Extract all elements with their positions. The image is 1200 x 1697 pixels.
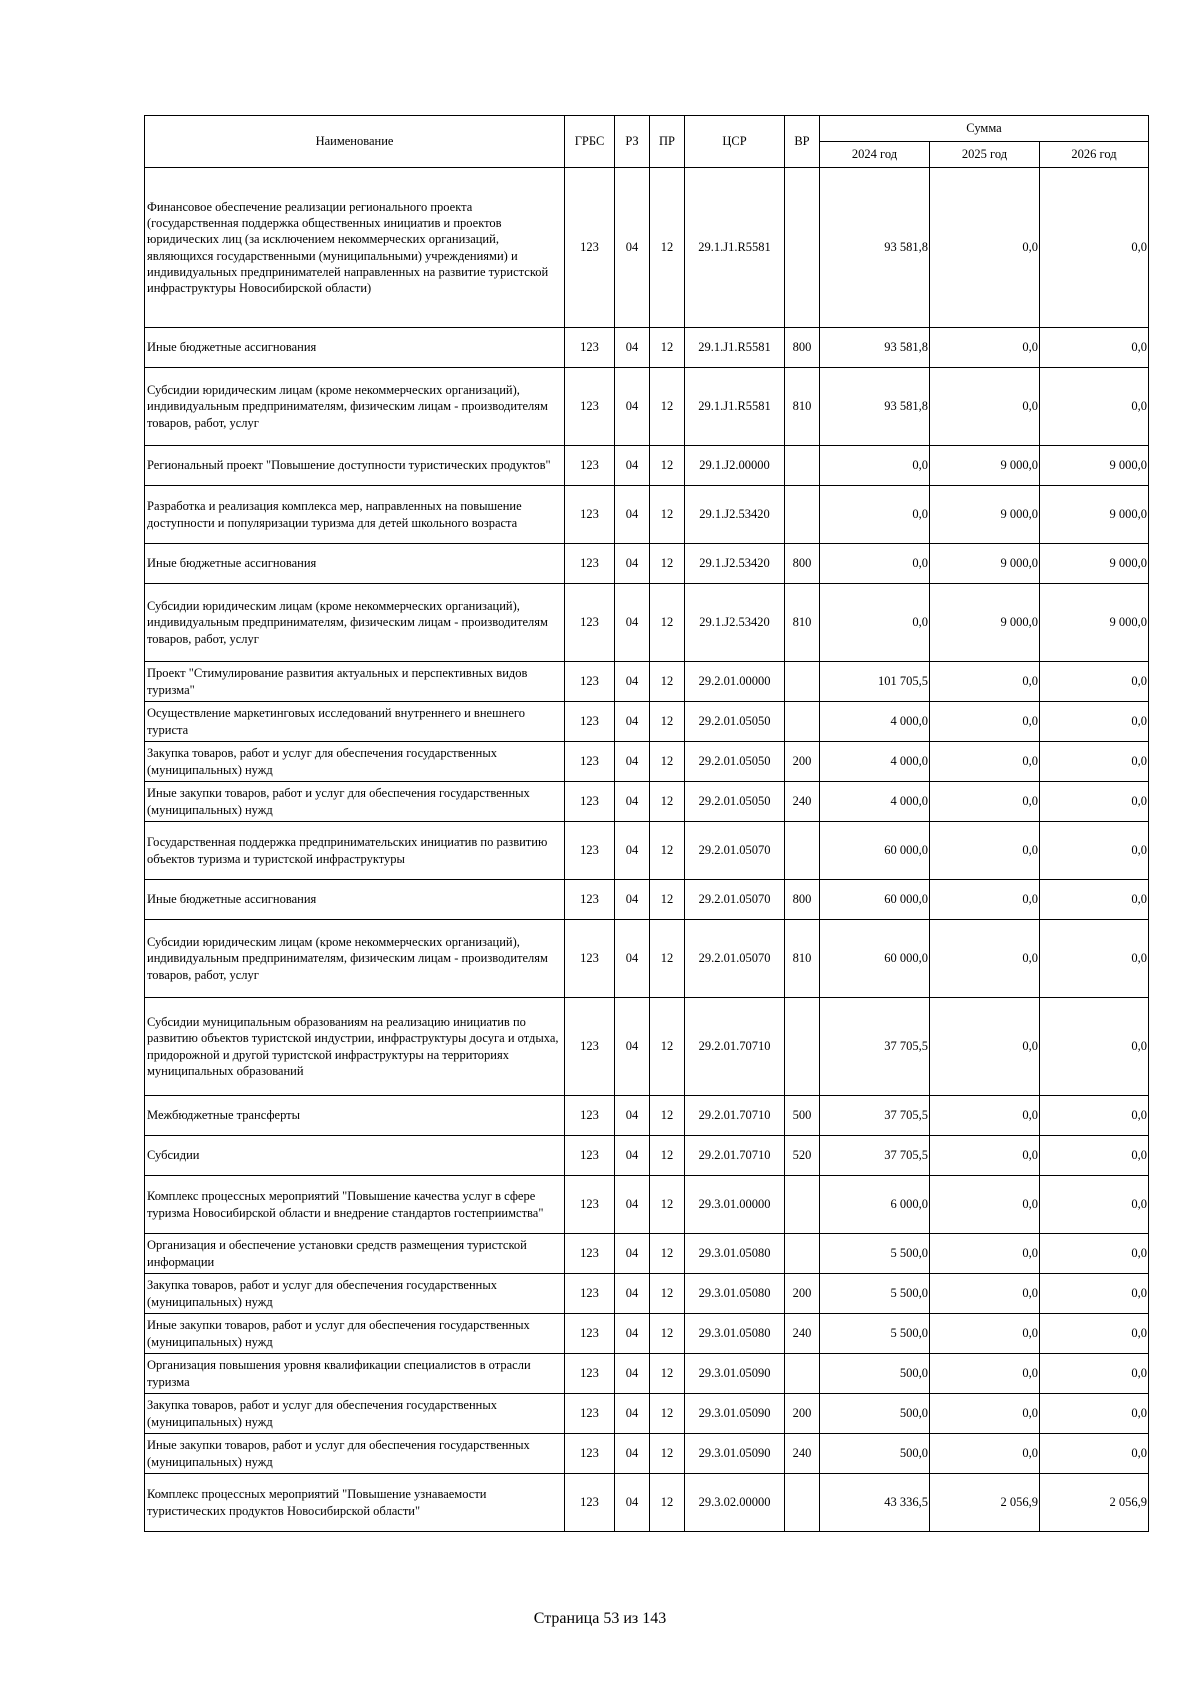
cell-sum-2025: 0,0 bbox=[930, 1314, 1040, 1354]
cell-sum-2025: 0,0 bbox=[930, 1354, 1040, 1394]
cell-rz: 04 bbox=[615, 1474, 650, 1532]
cell-name: Субсидии bbox=[145, 1136, 565, 1176]
table-row bbox=[145, 1474, 1149, 1532]
cell-sum-2025: 0,0 bbox=[930, 1394, 1040, 1434]
cell-rz: 04 bbox=[615, 486, 650, 544]
cell-csr: 29.3.01.05080 bbox=[685, 1314, 785, 1354]
cell-vr: 240 bbox=[785, 782, 820, 822]
cell-rz: 04 bbox=[615, 702, 650, 742]
cell-name: Комплекс процессных мероприятий "Повышение качества услуг в сфере туризма Новосибирской области и внедрение стандартов гостеприимства" bbox=[145, 1176, 565, 1234]
cell-vr: 520 bbox=[785, 1136, 820, 1176]
cell-pr: 12 bbox=[650, 168, 685, 328]
cell-rz: 04 bbox=[615, 822, 650, 880]
cell-grbs: 123 bbox=[565, 702, 615, 742]
cell-vr bbox=[785, 1176, 820, 1234]
cell-rz: 04 bbox=[615, 1234, 650, 1274]
cell-name: Осуществление маркетинговых исследований внутреннего и внешнего туриста bbox=[145, 702, 565, 742]
cell-name: Субсидии юридическим лицам (кроме некоммерческих организаций), индивидуальным предпринимателям, физическим лицам - производителям товаров, работ, услуг bbox=[145, 368, 565, 446]
cell-pr: 12 bbox=[650, 1354, 685, 1394]
header-grbs: ГРБС bbox=[565, 116, 615, 168]
cell-pr: 12 bbox=[650, 328, 685, 368]
cell-sum-2025: 0,0 bbox=[930, 1234, 1040, 1274]
cell-rz: 04 bbox=[615, 1354, 650, 1394]
cell-name: Организация и обеспечение установки средств размещения туристской информации bbox=[145, 1234, 565, 1274]
cell-sum-2025: 9 000,0 bbox=[930, 446, 1040, 486]
table-row bbox=[145, 1314, 1149, 1354]
cell-sum-2026: 0,0 bbox=[1040, 662, 1149, 702]
cell-name: Государственная поддержка предпринимательских инициатив по развитию объектов туризма и туристской инфраструктуры bbox=[145, 822, 565, 880]
cell-pr: 12 bbox=[650, 920, 685, 998]
table-row bbox=[145, 486, 1149, 544]
table-row bbox=[145, 702, 1149, 742]
cell-csr: 29.3.01.05080 bbox=[685, 1234, 785, 1274]
cell-pr: 12 bbox=[650, 1274, 685, 1314]
cell-grbs: 123 bbox=[565, 880, 615, 920]
cell-csr: 29.1.J2.53420 bbox=[685, 486, 785, 544]
cell-pr: 12 bbox=[650, 880, 685, 920]
cell-sum-2024: 93 581,8 bbox=[820, 328, 930, 368]
cell-csr: 29.2.01.70710 bbox=[685, 1096, 785, 1136]
cell-pr: 12 bbox=[650, 998, 685, 1096]
cell-pr: 12 bbox=[650, 446, 685, 486]
cell-sum-2024: 4 000,0 bbox=[820, 702, 930, 742]
cell-rz: 04 bbox=[615, 328, 650, 368]
cell-grbs: 123 bbox=[565, 1474, 615, 1532]
cell-csr: 29.1.J2.53420 bbox=[685, 584, 785, 662]
cell-name: Закупка товаров, работ и услуг для обеспечения государственных (муниципальных) нужд bbox=[145, 1274, 565, 1314]
cell-name: Иные закупки товаров, работ и услуг для обеспечения государственных (муниципальных) нужд bbox=[145, 782, 565, 822]
cell-pr: 12 bbox=[650, 368, 685, 446]
cell-sum-2026: 0,0 bbox=[1040, 328, 1149, 368]
header-csr: ЦСР bbox=[685, 116, 785, 168]
cell-csr: 29.3.02.00000 bbox=[685, 1474, 785, 1532]
cell-sum-2024: 93 581,8 bbox=[820, 168, 930, 328]
table-row bbox=[145, 1354, 1149, 1394]
cell-rz: 04 bbox=[615, 368, 650, 446]
cell-sum-2026: 0,0 bbox=[1040, 1274, 1149, 1314]
cell-vr bbox=[785, 168, 820, 328]
cell-rz: 04 bbox=[615, 920, 650, 998]
cell-sum-2026: 0,0 bbox=[1040, 168, 1149, 328]
cell-grbs: 123 bbox=[565, 1096, 615, 1136]
cell-name: Проект "Стимулирование развития актуальных и перспективных видов туризма" bbox=[145, 662, 565, 702]
cell-csr: 29.1.J1.R5581 bbox=[685, 368, 785, 446]
table-row bbox=[145, 782, 1149, 822]
cell-grbs: 123 bbox=[565, 920, 615, 998]
cell-csr: 29.2.01.00000 bbox=[685, 662, 785, 702]
cell-vr: 800 bbox=[785, 328, 820, 368]
cell-sum-2025: 0,0 bbox=[930, 328, 1040, 368]
cell-sum-2026: 0,0 bbox=[1040, 1176, 1149, 1234]
cell-sum-2026: 0,0 bbox=[1040, 1096, 1149, 1136]
cell-rz: 04 bbox=[615, 1314, 650, 1354]
cell-grbs: 123 bbox=[565, 584, 615, 662]
cell-sum-2024: 6 000,0 bbox=[820, 1176, 930, 1234]
cell-csr: 29.2.01.70710 bbox=[685, 1136, 785, 1176]
cell-grbs: 123 bbox=[565, 328, 615, 368]
cell-grbs: 123 bbox=[565, 368, 615, 446]
cell-sum-2025: 0,0 bbox=[930, 920, 1040, 998]
cell-csr: 29.2.01.05070 bbox=[685, 822, 785, 880]
cell-csr: 29.2.01.05050 bbox=[685, 702, 785, 742]
table-row bbox=[145, 168, 1149, 328]
cell-name: Закупка товаров, работ и услуг для обеспечения государственных (муниципальных) нужд bbox=[145, 1394, 565, 1434]
cell-vr: 810 bbox=[785, 584, 820, 662]
table-row bbox=[145, 822, 1149, 880]
cell-name: Субсидии юридическим лицам (кроме некоммерческих организаций), индивидуальным предпринимателям, физическим лицам - производителям товаров, работ, услуг bbox=[145, 584, 565, 662]
header-year-2026: 2026 год bbox=[1040, 142, 1149, 168]
cell-pr: 12 bbox=[650, 1314, 685, 1354]
cell-sum-2024: 60 000,0 bbox=[820, 880, 930, 920]
cell-vr: 810 bbox=[785, 368, 820, 446]
header-year-2025: 2025 год bbox=[930, 142, 1040, 168]
cell-grbs: 123 bbox=[565, 1136, 615, 1176]
header-pr: ПР bbox=[650, 116, 685, 168]
cell-sum-2025: 0,0 bbox=[930, 1096, 1040, 1136]
cell-vr bbox=[785, 662, 820, 702]
cell-pr: 12 bbox=[650, 1394, 685, 1434]
table-row bbox=[145, 1274, 1149, 1314]
cell-sum-2024: 5 500,0 bbox=[820, 1274, 930, 1314]
cell-vr bbox=[785, 998, 820, 1096]
cell-name: Финансовое обеспечение реализации регионального проекта (государственная поддержка общественных инициатив и проектов юридических лиц (за исключением некоммерческих организаций, являющихся государственными (муниципальными) учреждениями) и индивидуальных предпринимателей направленных на развитие туристской инфраструктуры Новосибирской области) bbox=[145, 168, 565, 328]
table-row bbox=[145, 328, 1149, 368]
cell-sum-2024: 43 336,5 bbox=[820, 1474, 930, 1532]
cell-sum-2026: 0,0 bbox=[1040, 1314, 1149, 1354]
cell-name: Иные закупки товаров, работ и услуг для обеспечения государственных (муниципальных) нужд bbox=[145, 1434, 565, 1474]
cell-grbs: 123 bbox=[565, 544, 615, 584]
table-row bbox=[145, 920, 1149, 998]
cell-rz: 04 bbox=[615, 544, 650, 584]
cell-grbs: 123 bbox=[565, 662, 615, 702]
cell-sum-2025: 9 000,0 bbox=[930, 544, 1040, 584]
cell-sum-2025: 0,0 bbox=[930, 702, 1040, 742]
cell-sum-2025: 0,0 bbox=[930, 662, 1040, 702]
cell-pr: 12 bbox=[650, 486, 685, 544]
cell-sum-2026: 0,0 bbox=[1040, 368, 1149, 446]
cell-vr: 500 bbox=[785, 1096, 820, 1136]
cell-sum-2024: 500,0 bbox=[820, 1354, 930, 1394]
cell-name: Иные бюджетные ассигнования bbox=[145, 544, 565, 584]
table-body bbox=[145, 168, 1149, 1532]
cell-sum-2024: 4 000,0 bbox=[820, 742, 930, 782]
cell-sum-2024: 4 000,0 bbox=[820, 782, 930, 822]
cell-name: Разработка и реализация комплекса мер, направленных на повышение доступности и популяризации туризма для детей школьного возраста bbox=[145, 486, 565, 544]
cell-vr: 200 bbox=[785, 1394, 820, 1434]
cell-grbs: 123 bbox=[565, 998, 615, 1096]
cell-sum-2024: 5 500,0 bbox=[820, 1234, 930, 1274]
cell-csr: 29.1.J1.R5581 bbox=[685, 328, 785, 368]
table-row bbox=[145, 584, 1149, 662]
cell-vr: 800 bbox=[785, 544, 820, 584]
cell-rz: 04 bbox=[615, 1096, 650, 1136]
cell-pr: 12 bbox=[650, 584, 685, 662]
cell-pr: 12 bbox=[650, 544, 685, 584]
cell-grbs: 123 bbox=[565, 1394, 615, 1434]
cell-csr: 29.1.J2.53420 bbox=[685, 544, 785, 584]
cell-rz: 04 bbox=[615, 1136, 650, 1176]
cell-sum-2026: 0,0 bbox=[1040, 920, 1149, 998]
cell-vr bbox=[785, 822, 820, 880]
cell-csr: 29.3.01.00000 bbox=[685, 1176, 785, 1234]
cell-grbs: 123 bbox=[565, 1274, 615, 1314]
cell-sum-2026: 0,0 bbox=[1040, 1136, 1149, 1176]
cell-grbs: 123 bbox=[565, 742, 615, 782]
cell-sum-2024: 101 705,5 bbox=[820, 662, 930, 702]
table-row bbox=[145, 998, 1149, 1096]
budget-table bbox=[144, 115, 1149, 1532]
cell-rz: 04 bbox=[615, 584, 650, 662]
cell-grbs: 123 bbox=[565, 446, 615, 486]
cell-sum-2026: 0,0 bbox=[1040, 702, 1149, 742]
cell-sum-2026: 0,0 bbox=[1040, 1354, 1149, 1394]
cell-sum-2026: 9 000,0 bbox=[1040, 584, 1149, 662]
cell-pr: 12 bbox=[650, 662, 685, 702]
cell-rz: 04 bbox=[615, 880, 650, 920]
cell-sum-2026: 0,0 bbox=[1040, 998, 1149, 1096]
cell-csr: 29.3.01.05090 bbox=[685, 1394, 785, 1434]
cell-sum-2026: 0,0 bbox=[1040, 782, 1149, 822]
table-row bbox=[145, 544, 1149, 584]
table-row bbox=[145, 880, 1149, 920]
cell-vr bbox=[785, 1354, 820, 1394]
cell-grbs: 123 bbox=[565, 782, 615, 822]
table-row bbox=[145, 1096, 1149, 1136]
cell-vr bbox=[785, 1234, 820, 1274]
cell-rz: 04 bbox=[615, 998, 650, 1096]
cell-sum-2025: 0,0 bbox=[930, 1136, 1040, 1176]
cell-vr: 200 bbox=[785, 742, 820, 782]
cell-grbs: 123 bbox=[565, 1434, 615, 1474]
cell-sum-2024: 0,0 bbox=[820, 446, 930, 486]
cell-sum-2026: 0,0 bbox=[1040, 1234, 1149, 1274]
table-row bbox=[145, 1394, 1149, 1434]
cell-vr: 810 bbox=[785, 920, 820, 998]
cell-grbs: 123 bbox=[565, 1314, 615, 1354]
cell-vr bbox=[785, 702, 820, 742]
cell-sum-2025: 9 000,0 bbox=[930, 486, 1040, 544]
cell-csr: 29.2.01.05050 bbox=[685, 742, 785, 782]
header-rz: РЗ bbox=[615, 116, 650, 168]
cell-csr: 29.1.J1.R5581 bbox=[685, 168, 785, 328]
cell-pr: 12 bbox=[650, 1474, 685, 1532]
cell-sum-2025: 0,0 bbox=[930, 880, 1040, 920]
cell-sum-2025: 0,0 bbox=[930, 822, 1040, 880]
cell-sum-2026: 0,0 bbox=[1040, 1394, 1149, 1434]
cell-vr: 240 bbox=[785, 1434, 820, 1474]
cell-grbs: 123 bbox=[565, 822, 615, 880]
cell-sum-2024: 93 581,8 bbox=[820, 368, 930, 446]
table-row bbox=[145, 1176, 1149, 1234]
cell-sum-2026: 0,0 bbox=[1040, 822, 1149, 880]
cell-name: Закупка товаров, работ и услуг для обеспечения государственных (муниципальных) нужд bbox=[145, 742, 565, 782]
table-row bbox=[145, 446, 1149, 486]
cell-sum-2024: 0,0 bbox=[820, 584, 930, 662]
cell-sum-2024: 5 500,0 bbox=[820, 1314, 930, 1354]
cell-sum-2025: 0,0 bbox=[930, 1434, 1040, 1474]
cell-sum-2025: 0,0 bbox=[930, 1274, 1040, 1314]
table-header bbox=[145, 116, 1149, 168]
cell-name: Комплекс процессных мероприятий "Повышение узнаваемости туристических продуктов Новосибирской области" bbox=[145, 1474, 565, 1532]
table-row bbox=[145, 662, 1149, 702]
cell-csr: 29.2.01.05070 bbox=[685, 920, 785, 998]
cell-pr: 12 bbox=[650, 742, 685, 782]
cell-rz: 04 bbox=[615, 1274, 650, 1314]
cell-sum-2024: 60 000,0 bbox=[820, 920, 930, 998]
cell-name: Организация повышения уровня квалификации специалистов в отрасли туризма bbox=[145, 1354, 565, 1394]
header-vr: ВР bbox=[785, 116, 820, 168]
cell-sum-2026: 9 000,0 bbox=[1040, 544, 1149, 584]
cell-grbs: 123 bbox=[565, 486, 615, 544]
cell-vr bbox=[785, 486, 820, 544]
cell-sum-2025: 0,0 bbox=[930, 782, 1040, 822]
cell-csr: 29.3.01.05090 bbox=[685, 1434, 785, 1474]
cell-vr: 800 bbox=[785, 880, 820, 920]
cell-name: Субсидии юридическим лицам (кроме некоммерческих организаций), индивидуальным предпринимателям, физическим лицам - производителям товаров, работ, услуг bbox=[145, 920, 565, 998]
cell-sum-2026: 9 000,0 bbox=[1040, 486, 1149, 544]
table-row bbox=[145, 368, 1149, 446]
cell-vr: 200 bbox=[785, 1274, 820, 1314]
cell-sum-2024: 37 705,5 bbox=[820, 1136, 930, 1176]
cell-sum-2024: 500,0 bbox=[820, 1434, 930, 1474]
cell-vr: 240 bbox=[785, 1314, 820, 1354]
cell-name: Субсидии муниципальным образованиям на реализацию инициатив по развитию объектов туристской индустрии, инфраструктуры досуга и отдыха, придорожной и другой туристской инфраструктуры на территориях муниципальных образований bbox=[145, 998, 565, 1096]
cell-sum-2025: 0,0 bbox=[930, 742, 1040, 782]
cell-pr: 12 bbox=[650, 702, 685, 742]
cell-pr: 12 bbox=[650, 1234, 685, 1274]
cell-pr: 12 bbox=[650, 1434, 685, 1474]
cell-pr: 12 bbox=[650, 782, 685, 822]
cell-sum-2026: 0,0 bbox=[1040, 742, 1149, 782]
cell-rz: 04 bbox=[615, 1394, 650, 1434]
cell-sum-2025: 0,0 bbox=[930, 168, 1040, 328]
cell-sum-2026: 0,0 bbox=[1040, 1434, 1149, 1474]
cell-pr: 12 bbox=[650, 822, 685, 880]
cell-grbs: 123 bbox=[565, 168, 615, 328]
cell-pr: 12 bbox=[650, 1176, 685, 1234]
cell-csr: 29.2.01.05050 bbox=[685, 782, 785, 822]
header-sum: Сумма bbox=[820, 116, 1149, 142]
cell-name: Иные бюджетные ассигнования bbox=[145, 880, 565, 920]
cell-csr: 29.3.01.05090 bbox=[685, 1354, 785, 1394]
cell-name: Межбюджетные трансферты bbox=[145, 1096, 565, 1136]
cell-sum-2025: 0,0 bbox=[930, 1176, 1040, 1234]
cell-pr: 12 bbox=[650, 1136, 685, 1176]
cell-csr: 29.2.01.70710 bbox=[685, 998, 785, 1096]
cell-grbs: 123 bbox=[565, 1176, 615, 1234]
header-year-2024: 2024 год bbox=[820, 142, 930, 168]
table-row bbox=[145, 1136, 1149, 1176]
cell-grbs: 123 bbox=[565, 1234, 615, 1274]
cell-rz: 04 bbox=[615, 1434, 650, 1474]
table-row bbox=[145, 1234, 1149, 1274]
cell-pr: 12 bbox=[650, 1096, 685, 1136]
cell-rz: 04 bbox=[615, 1176, 650, 1234]
cell-sum-2024: 37 705,5 bbox=[820, 998, 930, 1096]
cell-sum-2025: 0,0 bbox=[930, 368, 1040, 446]
cell-sum-2024: 500,0 bbox=[820, 1394, 930, 1434]
cell-csr: 29.3.01.05080 bbox=[685, 1274, 785, 1314]
cell-sum-2024: 37 705,5 bbox=[820, 1096, 930, 1136]
cell-rz: 04 bbox=[615, 446, 650, 486]
cell-vr bbox=[785, 446, 820, 486]
cell-grbs: 123 bbox=[565, 1354, 615, 1394]
cell-name: Региональный проект "Повышение доступности туристических продуктов" bbox=[145, 446, 565, 486]
cell-sum-2026: 0,0 bbox=[1040, 880, 1149, 920]
page-number: Страница 53 из 143 bbox=[533, 1610, 667, 1627]
cell-name: Иные бюджетные ассигнования bbox=[145, 328, 565, 368]
cell-sum-2024: 0,0 bbox=[820, 544, 930, 584]
cell-vr bbox=[785, 1474, 820, 1532]
cell-rz: 04 bbox=[615, 742, 650, 782]
cell-rz: 04 bbox=[615, 662, 650, 702]
cell-sum-2024: 60 000,0 bbox=[820, 822, 930, 880]
cell-sum-2026: 9 000,0 bbox=[1040, 446, 1149, 486]
cell-rz: 04 bbox=[615, 168, 650, 328]
cell-csr: 29.2.01.05070 bbox=[685, 880, 785, 920]
header-name: Наименование bbox=[145, 116, 565, 168]
cell-name: Иные закупки товаров, работ и услуг для обеспечения государственных (муниципальных) нужд bbox=[145, 1314, 565, 1354]
cell-sum-2025: 0,0 bbox=[930, 998, 1040, 1096]
table-row bbox=[145, 1434, 1149, 1474]
cell-sum-2025: 2 056,9 bbox=[930, 1474, 1040, 1532]
cell-csr: 29.1.J2.00000 bbox=[685, 446, 785, 486]
cell-sum-2024: 0,0 bbox=[820, 486, 930, 544]
table-row bbox=[145, 742, 1149, 782]
cell-rz: 04 bbox=[615, 782, 650, 822]
cell-sum-2025: 9 000,0 bbox=[930, 584, 1040, 662]
cell-sum-2026: 2 056,9 bbox=[1040, 1474, 1149, 1532]
